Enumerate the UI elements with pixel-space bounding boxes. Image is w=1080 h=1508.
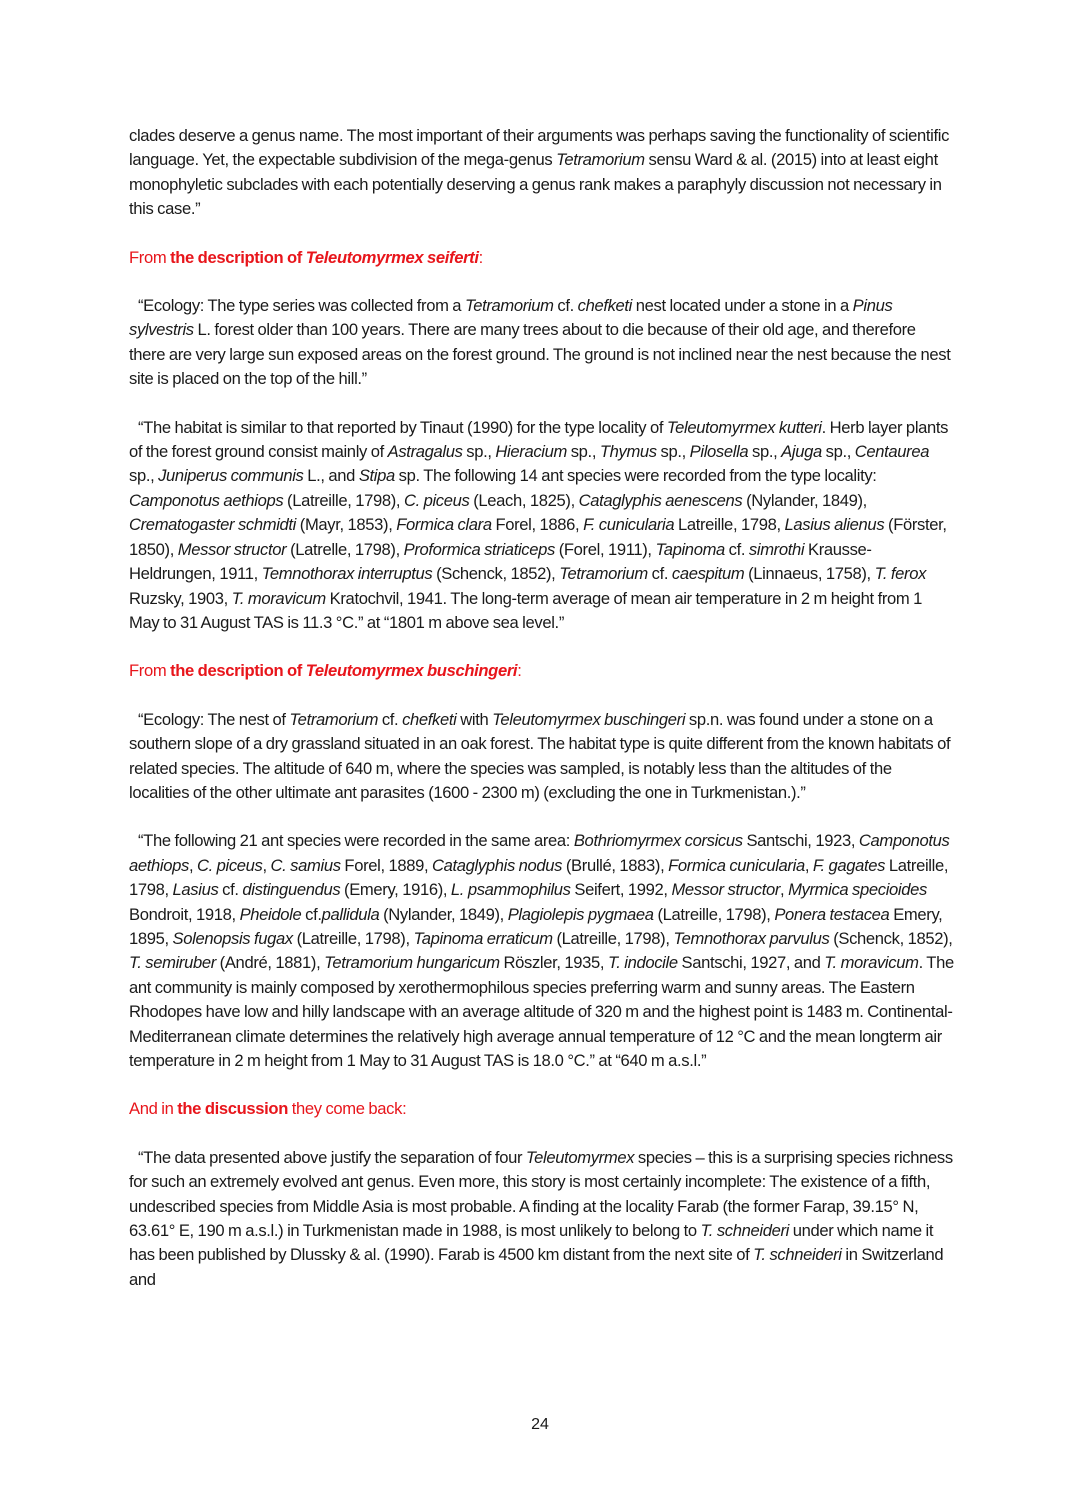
taxon-name: Lasius	[172, 880, 219, 900]
taxon-name: Crematogaster schmidti	[129, 515, 297, 535]
taxon-name: Messor structor	[177, 539, 287, 559]
taxon-name: Bothriomyrmex corsicus	[573, 831, 743, 851]
taxon-name: T. semiruber	[129, 953, 216, 973]
taxon-name: Lasius alienus	[784, 515, 885, 535]
taxon-name: Camponotus aethiops	[129, 490, 284, 510]
section-heading-seiferti: From the description of Teleutomyrmex seiferti:	[129, 247, 483, 267]
taxon-name: T. moravicum	[231, 588, 326, 608]
taxon-name: simrothi	[748, 539, 805, 559]
taxon-name: Tetramorium	[289, 709, 379, 729]
taxon-name: F. cunicularia	[583, 515, 675, 535]
quote-paragraph-buschingeri-ecology: “Ecology: The nest of Tetramorium cf. chefketi with Teleutomyrmex buschingeri sp.n. was found under a stone on a southern slope of a dry grassland situated in an oak forest. The habitat type is quite different from the known habitats of related species. The altitude of 640 m, where the species was sampled, is notably less than the altitudes of the localities of the other ultimate ant parasites (1600 - 2300 m) (excluding the one in Turkmenistan.).”	[129, 709, 951, 802]
taxon-name: Teleutomyrmex buschingeri	[305, 661, 518, 681]
page-number: 24	[531, 1416, 549, 1433]
quote-paragraph-buschingeri-species: “The following 21 ant species were recorded in the same area: Bothriomyrmex corsicus Santschi, 1923, Camponotus aethiops, C. piceus, C. samius Forel, 1889, Cataglyphis nodus (Brullé, 1883), Formica cunicularia, F. gagates Latreille, 1798, Lasius cf. distinguendus (Emery, 1916), L. psammophilus Seifert, 1992, Messor structor, Myrmica specioides Bondroit, 1918, Pheidole cf.pallidula (Nylander, 1849), Plagiolepis pygmaea (Latreille, 1798), Ponera testacea Emery, 1895, Solenopsis fugax (Latreille, 1798), Tapinoma erraticum (Latreille, 1798), Temnothorax parvulus (Schenck, 1852), T. semiruber (André, 1881), Tetramorium hungaricum Röszler, 1935, T. indocile Santschi, 1927, and T. moravicum. The ant community is mainly composed by xerothermophilous species preferring warm and sunny areas. The Eastern Rhodopes have low and hilly landscape with an average altitude of 320 m and the highest point is 1483 m. Continental-Mediterranean climate determines the relatively high average annual temperature of 12 °C and the mean longterm air temperature in 2 m height from 1 May to 31 August TAS is 18.0 °C.” at “640 m a.s.l.”	[129, 831, 954, 1070]
emphasis-text: the discussion	[177, 1099, 288, 1119]
taxon-name: Pheidole	[239, 904, 302, 924]
taxon-name: Temnothorax parvulus	[673, 928, 830, 948]
document-page	[129, 124, 955, 1292]
taxon-name: C. piceus	[196, 855, 263, 875]
taxon-name: L. psammophilus	[450, 880, 571, 900]
taxon-name: T. schneideri	[753, 1245, 842, 1265]
taxon-name: Thymus	[599, 442, 657, 462]
taxon-name: caespitum	[671, 564, 745, 584]
taxon-name: T. indocile	[607, 953, 678, 973]
taxon-name: Ajuga	[781, 442, 822, 462]
emphasis-text: the description of	[170, 661, 306, 681]
taxon-name: Teleutomyrmex buschingeri	[492, 709, 686, 729]
taxon-name: distinguendus	[242, 880, 341, 900]
taxon-name: Temnothorax interruptus	[261, 564, 433, 584]
taxon-name: Tapinoma erraticum	[413, 928, 553, 948]
taxon-name: Stipa	[358, 466, 395, 486]
quote-paragraph-seiferti-ecology: “Ecology: The type series was collected from a Tetramorium cf. chefketi nest located under a stone in a Pinus sylvestris L. forest older than 100 years. There are many trees about to die because of their old age, and therefore there are very large sun exposed areas on the forest ground. The ground is not inclined near the nest because the nest site is placed on the top of the hill.”	[129, 296, 951, 389]
taxon-name: Tetramorium	[556, 150, 645, 170]
taxon-name: Formica cunicularia	[668, 855, 805, 875]
taxon-name: Tetramorium	[559, 564, 648, 584]
taxon-name: Tetramorium	[464, 296, 554, 316]
taxon-name: F. gagates	[812, 855, 886, 875]
taxon-name: Teleutomyrmex kutteri	[666, 417, 822, 437]
taxon-name: Cataglyphis nodus	[432, 855, 563, 875]
taxon-name: Astragalus	[387, 442, 463, 462]
emphasis-text: the description of	[170, 247, 306, 267]
taxon-name: C. piceus	[403, 490, 470, 510]
taxon-name: Pilosella	[689, 442, 749, 462]
quote-paragraph-seiferti-habitat: “The habitat is similar to that reported by Tinaut (1990) for the type locality of Teleutomyrmex kutteri. Herb layer plants of the forest ground consist mainly of Astragalus sp., Hieracium sp., Thymus sp., Pilosella sp., Ajuga sp., Centaurea sp., Juniperus communis L., and Stipa sp. The following 14 ant species were recorded from the type locality: Camponotus aethiops (Latreille, 1798), C. piceus (Leach, 1825), Cataglyphis aenescens (Nylander, 1849), Crematogaster schmidti (Mayr, 1853), Formica clara Forel, 1886, F. cunicularia Latreille, 1798, Lasius alienus (Förster, 1850), Messor structor (Latrelle, 1798), Proformica striaticeps (Forel, 1911), Tapinoma cf. simrothi Krausse-Heldrungen, 1911, Temnothorax interruptus (Schenck, 1852), Tetramorium cf. caespitum (Linnaeus, 1758), T. ferox Ruzsky, 1903, T. moravicum Kratochvil, 1941. The long-term average of mean air temperature in 2 m height from 1 May to 31 August TAS is 11.3 °C.” at “1801 m above sea level.”	[129, 417, 949, 632]
taxon-name: Ponera testacea	[774, 904, 890, 924]
taxon-name: T. ferox	[874, 564, 927, 584]
taxon-name: Tetramorium hungaricum	[324, 953, 500, 973]
taxon-name: chefketi	[402, 709, 457, 729]
taxon-name: Juniperus communis	[158, 466, 304, 486]
taxon-name: Teleutomyrmex seiferti	[305, 247, 479, 267]
taxon-name: Cataglyphis aenescens	[578, 490, 743, 510]
taxon-name: Camponotus aethiops	[129, 831, 950, 875]
taxon-name: Plagiolepis pygmaea	[507, 904, 654, 924]
taxon-name: Formica clara	[396, 515, 492, 535]
taxon-name: T. schneideri	[700, 1221, 789, 1241]
quote-paragraph-discussion: “The data presented above justify the separation of four Teleutomyrmex species – this is a surprising species richness for such an extremely evolved ant genus. Even more, this story is most certainly incomplete: The existence of a fifth, undescribed species from Middle Asia is most probable. A finding at the locality Farab (the former Farap, 39.15° N, 63.61° E, 190 m a.s.l.) in Turkmenistan made in 1988, is most unlikely to belong to T. schneideri under which name it has been published by Dlussky & al. (1990). Farab is 4500 km distant from the next site of T. schneideri in Switzerland and	[129, 1147, 953, 1289]
section-heading-buschingeri: From the description of Teleutomyrmex buschingeri:	[129, 661, 522, 681]
taxon-name: Teleutomyrmex	[525, 1147, 635, 1167]
taxon-name: chefketi	[577, 296, 633, 316]
taxon-name: pallidula	[321, 904, 380, 924]
taxon-name: Myrmica specioides	[788, 880, 927, 900]
body-paragraph: clades deserve a genus name. The most important of their arguments was perhaps saving the functionality of scientific language. Yet, the expectable subdivision of the mega-genus Tetramorium sensu Ward & al. (2015) into at least eight monophyletic subclades with each potentially deserving a genus rank makes a paraphyly discussion not necessary in this case.”	[129, 126, 950, 219]
taxon-name: Centaurea	[854, 442, 930, 462]
taxon-name: T. moravicum	[824, 953, 919, 973]
taxon-name: Messor structor	[671, 880, 781, 900]
taxon-name: Pinus sylvestris	[129, 296, 893, 340]
taxon-name: Solenopsis fugax	[172, 928, 293, 948]
section-heading-discussion: And in the discussion they come back:	[129, 1099, 407, 1119]
taxon-name: Hieracium	[495, 442, 567, 462]
taxon-name: Proformica striaticeps	[403, 539, 555, 559]
taxon-name: C. samius	[270, 855, 341, 875]
taxon-name: Tapinoma	[655, 539, 725, 559]
